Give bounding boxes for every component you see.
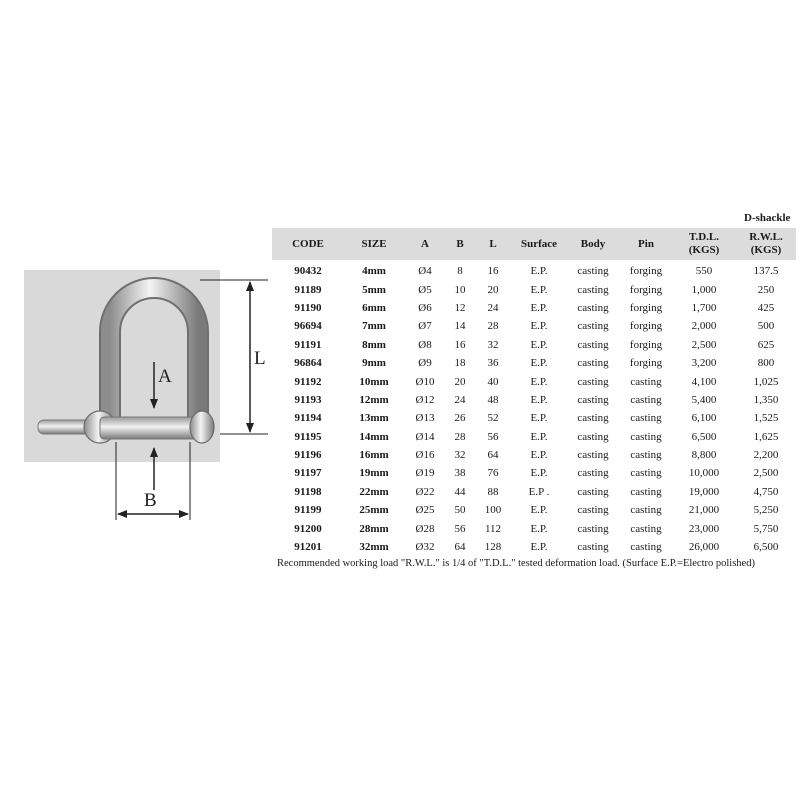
- column-header-label: T.D.L.: [688, 231, 720, 243]
- column-header: [512, 228, 566, 260]
- column-header-label: A: [421, 237, 429, 250]
- table-cell: casting: [577, 541, 609, 554]
- table-cell: Ø19: [415, 467, 435, 480]
- table-cell: casting: [577, 283, 609, 296]
- table-cell: casting: [577, 485, 609, 498]
- table-row: [272, 428, 796, 446]
- table-cell: 91196: [294, 449, 322, 462]
- table-cell: 2,200: [753, 449, 779, 462]
- table-row: [272, 391, 796, 409]
- table-cell: E.P.: [530, 265, 548, 278]
- table-cell: Ø4: [418, 265, 432, 278]
- table-cell: 96694: [294, 320, 322, 333]
- table-cell: forging: [629, 338, 663, 351]
- table-cell: E.P.: [530, 522, 548, 535]
- table-cell: 91195: [294, 430, 322, 443]
- table-cell: 128: [484, 541, 502, 554]
- column-header: [474, 228, 512, 260]
- column-header-label: (KGS): [750, 244, 782, 256]
- table-cell: 8: [457, 265, 463, 278]
- table-cell: 4,750: [753, 485, 779, 498]
- table-cell: 90432: [294, 265, 322, 278]
- table-cell: forging: [629, 301, 663, 314]
- table-cell: 26: [454, 412, 466, 425]
- table-cell: casting: [577, 375, 609, 388]
- table-row: [272, 372, 796, 390]
- table-cell: 91197: [294, 467, 322, 480]
- table-cell: 10: [454, 283, 466, 296]
- table-cell: 6,500: [691, 430, 717, 443]
- table-cell: casting: [630, 393, 662, 406]
- table-cell: E.P.: [530, 430, 548, 443]
- table-cell: 1,025: [753, 375, 779, 388]
- table-row: [272, 519, 796, 537]
- table-cell: casting: [577, 338, 609, 351]
- table-cell: casting: [577, 467, 609, 480]
- table-cell: 1,350: [753, 393, 779, 406]
- table-cell: casting: [630, 504, 662, 517]
- table-cell: forging: [629, 265, 663, 278]
- table-cell: 10,000: [688, 467, 720, 480]
- table-cell: E.P.: [530, 320, 548, 333]
- table-cell: casting: [630, 522, 662, 535]
- table-cell: Ø7: [418, 320, 432, 333]
- table-cell: casting: [577, 449, 609, 462]
- column-header-label: R.W.L.: [749, 231, 783, 243]
- table-cell: 64: [487, 449, 499, 462]
- table-cell: 21,000: [688, 504, 720, 517]
- table-cell: forging: [629, 357, 663, 370]
- table-cell: 7mm: [362, 320, 386, 333]
- table-cell: casting: [630, 375, 662, 388]
- table-row: [272, 354, 796, 372]
- table-cell: casting: [630, 430, 662, 443]
- table-cell: forging: [629, 283, 663, 296]
- column-header-label: (KGS): [688, 244, 720, 256]
- table-cell: 6,500: [753, 541, 779, 554]
- table-cell: 14mm: [359, 430, 389, 443]
- column-header-label: Body: [580, 237, 606, 250]
- table-cell: 1,700: [691, 301, 717, 314]
- table-cell: 20: [454, 375, 466, 388]
- shackle-figure: [24, 270, 270, 520]
- table-cell: casting: [630, 541, 662, 554]
- table-cell: 2,000: [691, 320, 717, 333]
- table-cell: Ø12: [415, 393, 435, 406]
- table-cell: 20: [487, 283, 499, 296]
- table-cell: 12: [454, 301, 466, 314]
- table-cell: E.P.: [530, 338, 548, 351]
- table-cell: 28mm: [359, 522, 389, 535]
- table-cell: 16: [487, 265, 499, 278]
- column-header-label: L: [489, 237, 497, 250]
- table-cell: 91199: [294, 504, 322, 517]
- table-cell: 112: [484, 522, 502, 535]
- table-cell: E.P .: [528, 485, 550, 498]
- table-cell: casting: [577, 301, 609, 314]
- column-header-label: Surface: [520, 237, 558, 250]
- table-cell: Ø8: [418, 338, 432, 351]
- table-cell: 26,000: [688, 541, 720, 554]
- table-cell: Ø22: [415, 485, 435, 498]
- table-cell: 38: [454, 467, 466, 480]
- table-cell: 100: [484, 504, 502, 517]
- table-cell: Ø10: [415, 375, 435, 388]
- table-cell: Ø9: [418, 357, 432, 370]
- table-cell: 36: [487, 357, 499, 370]
- table-cell: casting: [577, 320, 609, 333]
- table-cell: 5mm: [362, 283, 386, 296]
- table-cell: 12mm: [359, 393, 389, 406]
- table-cell: 32: [454, 449, 466, 462]
- dimension-b-label: B: [144, 490, 157, 511]
- table-cell: 24: [454, 393, 466, 406]
- table-header-row: [272, 228, 796, 260]
- table-cell: Ø32: [415, 541, 435, 554]
- table-row: [272, 483, 796, 501]
- table-cell: 1,525: [753, 412, 779, 425]
- table-row: [272, 538, 796, 556]
- table-cell: 23,000: [688, 522, 720, 535]
- column-header: [672, 228, 736, 260]
- column-header: [404, 228, 446, 260]
- table-row: [272, 464, 796, 482]
- column-header-label: SIZE: [361, 237, 387, 250]
- table-cell: 28: [487, 320, 499, 333]
- table-cell: 5,400: [691, 393, 717, 406]
- table-row: [272, 299, 796, 317]
- table-cell: 16: [454, 338, 466, 351]
- table-cell: 19,000: [688, 485, 720, 498]
- table-cell: 8mm: [362, 338, 386, 351]
- table-cell: 48: [487, 393, 499, 406]
- table-cell: E.P.: [530, 283, 548, 296]
- table-cell: casting: [577, 357, 609, 370]
- table-cell: 91191: [294, 338, 322, 351]
- table-cell: Ø5: [418, 283, 432, 296]
- table-cell: 500: [757, 320, 775, 333]
- table-cell: E.P.: [530, 393, 548, 406]
- shackle-dimension-drawing: [24, 270, 270, 520]
- table-row: [272, 501, 796, 519]
- table-cell: 28: [454, 430, 466, 443]
- table-cell: Ø13: [415, 412, 435, 425]
- table-cell: 91194: [294, 412, 322, 425]
- column-header: [620, 228, 672, 260]
- table-cell: casting: [577, 430, 609, 443]
- column-header: [272, 228, 344, 260]
- table-cell: E.P.: [530, 541, 548, 554]
- table-cell: 2,500: [753, 467, 779, 480]
- table-cell: 2,500: [691, 338, 717, 351]
- table-cell: 19mm: [359, 467, 389, 480]
- table-cell: 88: [487, 485, 499, 498]
- table-cell: casting: [630, 485, 662, 498]
- table-cell: 76: [487, 467, 499, 480]
- table-cell: 18: [454, 357, 466, 370]
- table-cell: 24: [487, 301, 499, 314]
- column-header-label: B: [456, 237, 464, 250]
- table-cell: 32: [487, 338, 499, 351]
- table-cell: 4,100: [691, 375, 717, 388]
- table-body: [272, 260, 796, 556]
- table-cell: 550: [695, 265, 713, 278]
- table-cell: casting: [577, 412, 609, 425]
- spec-table: [272, 228, 796, 556]
- table-cell: 50: [454, 504, 466, 517]
- table-cell: casting: [630, 449, 662, 462]
- table-cell: E.P.: [530, 467, 548, 480]
- table-cell: 52: [487, 412, 499, 425]
- table-row: [272, 280, 796, 298]
- table-cell: 91201: [294, 541, 322, 554]
- table-cell: 137.5: [753, 265, 779, 278]
- table-cell: 91190: [294, 301, 322, 314]
- table-cell: 44: [454, 485, 466, 498]
- table-cell: 4mm: [362, 265, 386, 278]
- table-cell: casting: [577, 504, 609, 517]
- table-cell: E.P.: [530, 357, 548, 370]
- column-header: [736, 228, 796, 260]
- dimension-l: [200, 280, 268, 434]
- table-cell: casting: [630, 412, 662, 425]
- table-cell: 425: [757, 301, 775, 314]
- table-cell: E.P.: [530, 301, 548, 314]
- table-cell: 10mm: [359, 375, 389, 388]
- table-cell: Ø28: [415, 522, 435, 535]
- table-cell: 96864: [294, 357, 322, 370]
- table-cell: 91193: [294, 393, 322, 406]
- column-header: [446, 228, 474, 260]
- table-cell: 16mm: [359, 449, 389, 462]
- product-title: D-shackle: [744, 212, 791, 224]
- column-header: [344, 228, 404, 260]
- table-cell: 91192: [294, 375, 322, 388]
- table-row: [272, 317, 796, 335]
- table-cell: 800: [757, 357, 775, 370]
- table-cell: Ø16: [415, 449, 435, 462]
- table-cell: E.P.: [530, 449, 548, 462]
- column-header-label: CODE: [292, 237, 324, 250]
- table-cell: Ø25: [415, 504, 435, 517]
- table-row: [272, 336, 796, 354]
- table-cell: 25mm: [359, 504, 389, 517]
- table-cell: 32mm: [359, 541, 389, 554]
- table-cell: 40: [487, 375, 499, 388]
- table-cell: 3,200: [691, 357, 717, 370]
- table-row: [272, 446, 796, 464]
- table-cell: 13mm: [359, 412, 389, 425]
- table-cell: 22mm: [359, 485, 389, 498]
- dimension-l-label: L: [254, 348, 266, 369]
- table-cell: E.P.: [530, 504, 548, 517]
- table-cell: Ø14: [415, 430, 435, 443]
- table-cell: casting: [630, 467, 662, 480]
- table-cell: 91198: [294, 485, 322, 498]
- table-cell: 56: [487, 430, 499, 443]
- table-cell: 625: [757, 338, 775, 351]
- table-cell: 91200: [294, 522, 322, 535]
- table-cell: 5,250: [753, 504, 779, 517]
- footnote: Recommended working load "R.W.L." is 1/4 of "T.D.L." tested deformation load. (Surface E.P.=Electro polished): [277, 558, 755, 569]
- table-cell: 91189: [294, 283, 322, 296]
- table-cell: 9mm: [362, 357, 386, 370]
- table-cell: casting: [577, 393, 609, 406]
- table-cell: 250: [757, 283, 775, 296]
- table-cell: 1,000: [691, 283, 717, 296]
- table-row: [272, 260, 796, 280]
- table-cell: Ø6: [418, 301, 432, 314]
- table-cell: 6,100: [691, 412, 717, 425]
- column-header: [566, 228, 620, 260]
- table-cell: 6mm: [362, 301, 386, 314]
- table-cell: 8,800: [691, 449, 717, 462]
- table-cell: forging: [629, 320, 663, 333]
- table-cell: E.P.: [530, 412, 548, 425]
- table-row: [272, 409, 796, 427]
- column-header-label: Pin: [638, 237, 654, 250]
- dimension-a-label: A: [158, 366, 172, 387]
- table-cell: 14: [454, 320, 466, 333]
- table-cell: 64: [454, 541, 466, 554]
- table-cell: casting: [577, 522, 609, 535]
- table-cell: E.P.: [530, 375, 548, 388]
- table-cell: 56: [454, 522, 466, 535]
- table-cell: 5,750: [753, 522, 779, 535]
- dimension-b: [116, 442, 190, 520]
- table-cell: 1,625: [753, 430, 779, 443]
- table-cell: casting: [577, 265, 609, 278]
